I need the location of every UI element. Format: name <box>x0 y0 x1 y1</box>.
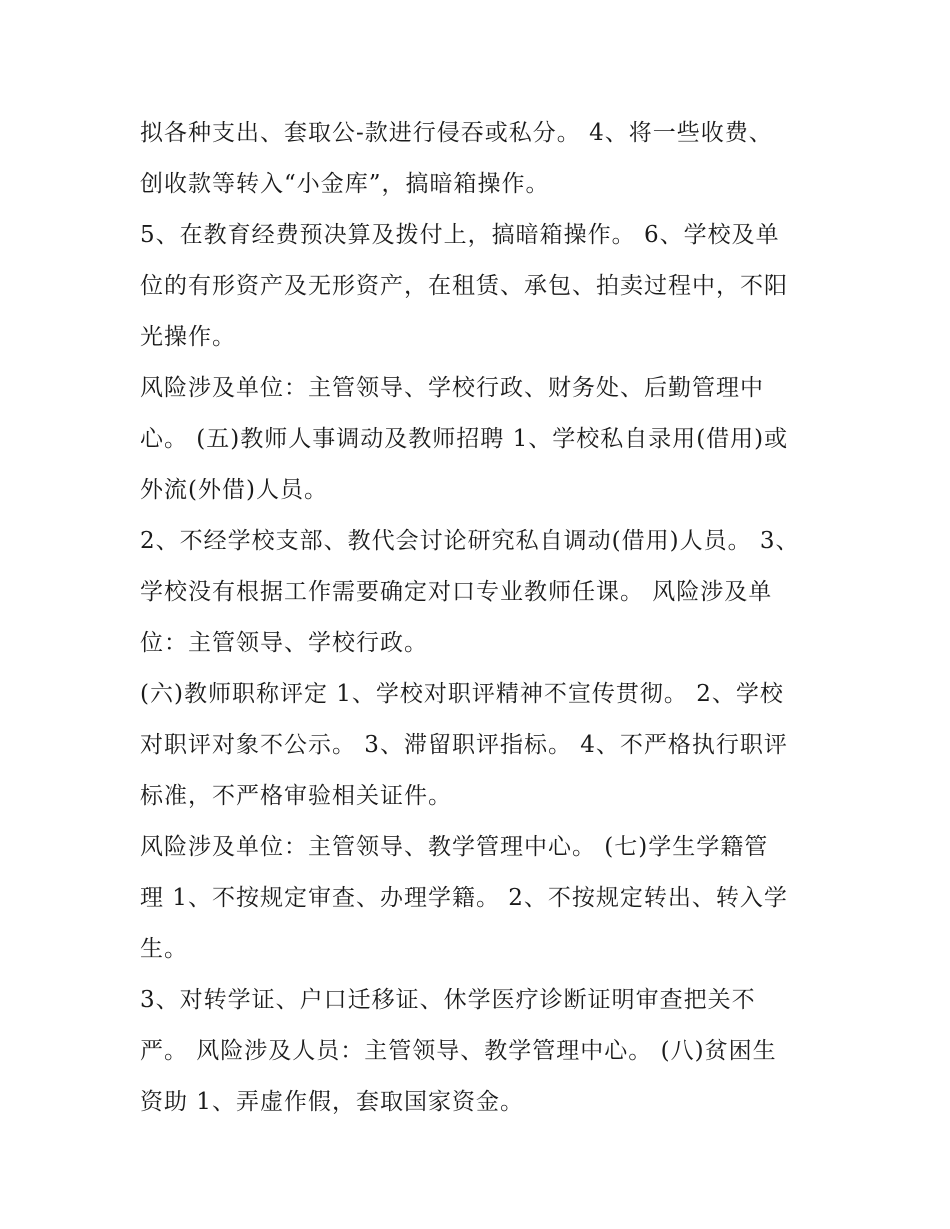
paragraph-7: 3、对转学证、户口迁移证、休学医疗诊断证明审查把关不 严。 风险涉及人员：主管领导、教学管理中心。 (八)贫困生 资助 1、弄虚作假，套取国家资金。 <box>140 987 777 1115</box>
paragraph-2: 5、在教育经费预决算及拨付上，搞暗箱操作。 6、学校及单 位的有形资产及无形资产，在租赁、承包、拍卖过程中，不阳 光操作。 <box>140 222 788 350</box>
document-body <box>140 108 830 1128</box>
paragraph-1: 拟各种支出、套取公-款进行侵吞或私分。 4、将一些收费、 创收款等转入“小金库”，搞暗箱操作。 <box>140 120 773 197</box>
paragraph-5: (六)教师职称评定 1、学校对职评精神不宣传贯彻。 2、学校 对职评对象不公示。 3、滞留职评指标。 4、不严格执行职评 标准，不严格审验相关证件。 <box>140 681 788 809</box>
paragraph-3: 风险涉及单位：主管领导、学校行政、财务处、后勤管理中 心。 (五)教师人事调动及教师招聘 1、学校私自录用(借用)或 外流(外借)人员。 <box>140 375 789 503</box>
paragraph-6: 风险涉及单位：主管领导、教学管理中心。 (七)学生学籍管 理 1、不按规定审查、办理学籍。 2、不按规定转出、转入学 生。 <box>140 834 788 962</box>
paragraph-4: 2、不经学校支部、教代会讨论研究私自调动(借用)人员。 3、 学校没有根据工作需要确定对口专业教师任课。 风险涉及单 位：主管领导、学校行政。 <box>140 528 800 656</box>
